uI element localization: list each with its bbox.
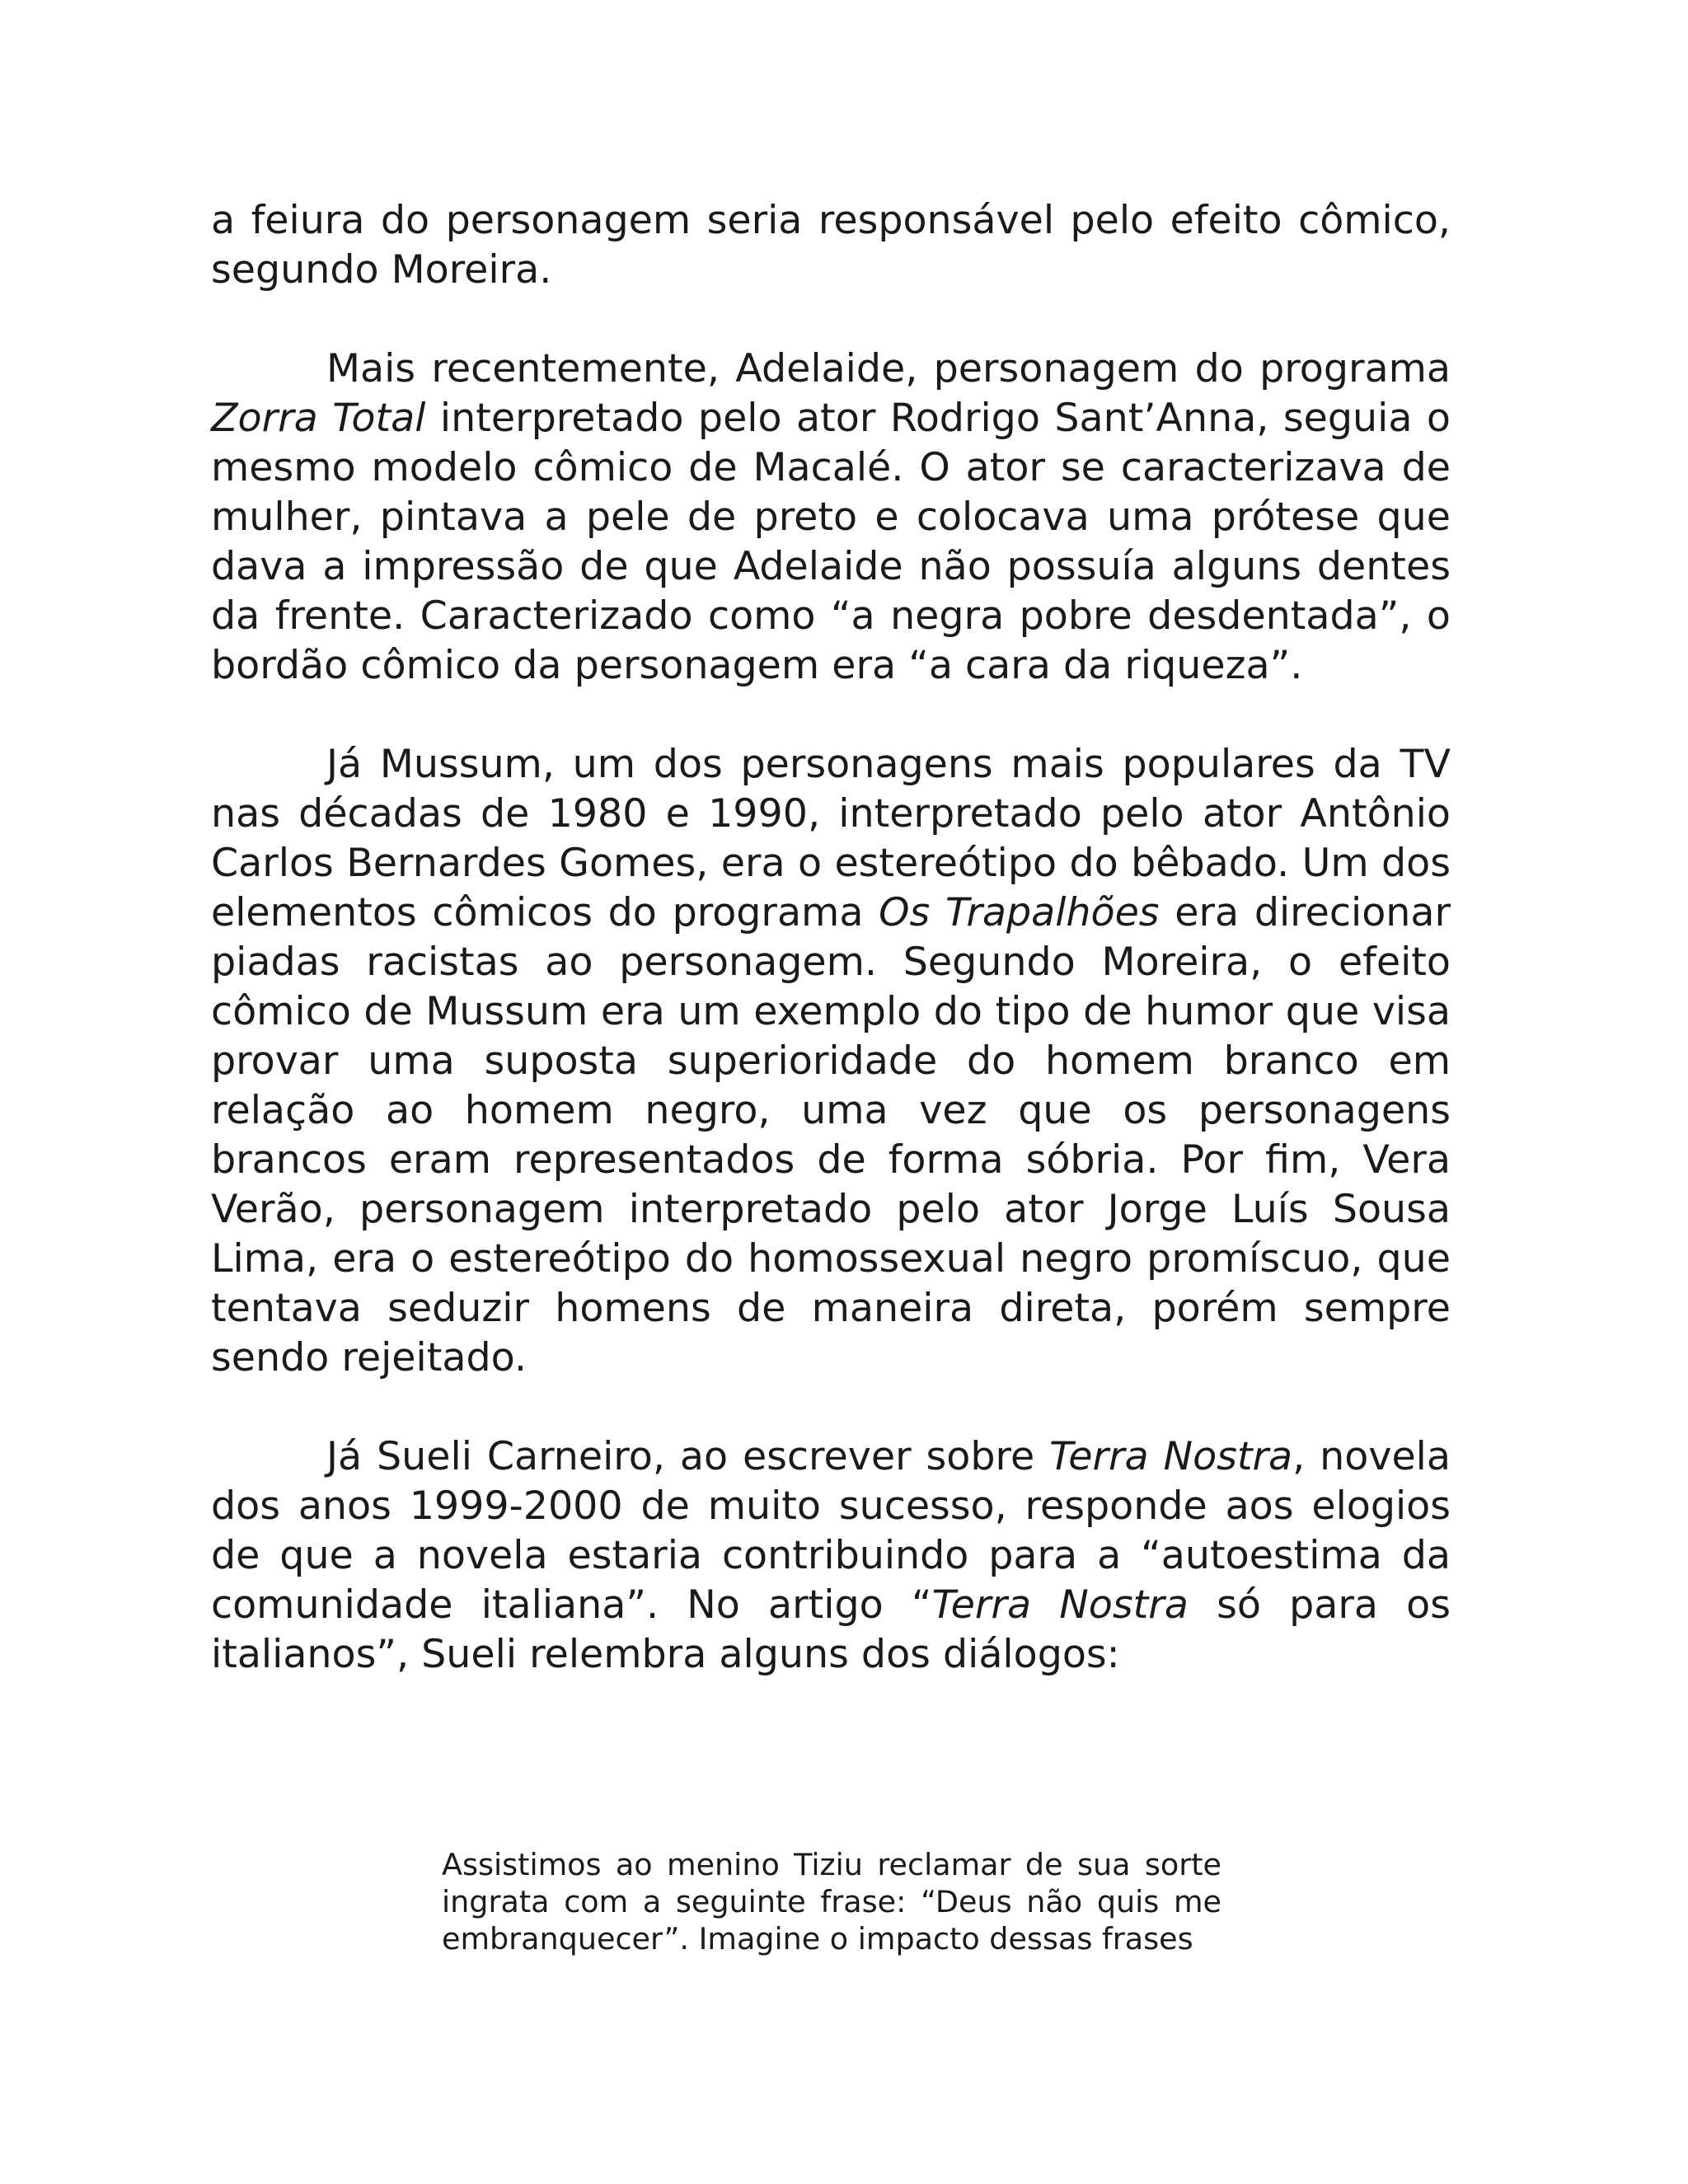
paragraph-3-text-b: era direcionar piadas racistas ao personagem. Segundo Moreira, o efeito cômico de Mussum era um exemplo do tipo de humor que visa provar uma suposta superioridade do homem branco em relação ao homem negro, uma vez que os personagens brancos eram representados de forma sóbria. Por fim, Vera Verão, personagem interpretado pelo ator Jorge Luís Sousa Lima, era o estereótipo do homossexual negro promíscuo, que tentava seduzir homens de maneira direta, porém sempre sendo rejeitado. [211, 890, 1451, 1380]
paragraph-1 [211, 196, 1451, 295]
paragraph-2-text-b: interpretado pelo ator Rodrigo Sant’Anna, seguia o mesmo modelo cômico de Macalé. O ator se caracterizava de mulher, pintava a pele de preto e colocava uma prótese que dava a impressão de que Adelaide não possuía alguns dentes da frente. Caracterizado como “a negra pobre desdentada”, o bordão cômico da personagem era “a cara da riqueza”. [211, 396, 1451, 688]
program-title-zorra-total: Zorra Total [211, 396, 426, 441]
paragraph-4-text-c: só para os italianos”, Sueli relembra alguns dos diálogos: [211, 1582, 1451, 1677]
program-title-os-trapalhoes: Os Trapalhões [879, 890, 1160, 935]
paragraph-2-text-a: Mais recentemente, Adelaide, personagem do programa [326, 346, 1451, 391]
document-body [211, 196, 1451, 1680]
paragraph-4 [211, 1432, 1451, 1680]
paragraph-3-text-a: Já Mussum, um dos personagens mais populares da TV nas décadas de 1980 e 1990, interpretado pelo ator Antônio Carlos Bernardes Gomes, era o estereótipo do bêbado. Um dos elementos cômicos do programa [211, 742, 1451, 935]
novela-title-terra-nostra: Terra Nostra [1049, 1434, 1293, 1479]
paragraph-2 [211, 344, 1451, 691]
paragraph-4-text-b: , novela dos anos 1999-2000 de muito sucesso, responde aos elogios de que a novela estaria contribuindo para a “autoestima da comunidade italiana”. No artigo “ [211, 1434, 1451, 1628]
article-title-terra-nostra: Terra Nostra [931, 1582, 1189, 1628]
paragraph-3 [211, 740, 1451, 1383]
block-quote: Assistimos ao menino Tiziu reclamar de sua sorte ingrata com a seguinte frase: “Deus não quis me embranquecer”. Imagine o impacto dessas frases [442, 1847, 1221, 1957]
paragraph-4-text-a: Já Sueli Carneiro, ao escrever sobre [326, 1434, 1050, 1479]
paragraph-1-text: a feiura do personagem seria responsável pelo efeito cômico, segundo Moreira. [211, 198, 1451, 293]
